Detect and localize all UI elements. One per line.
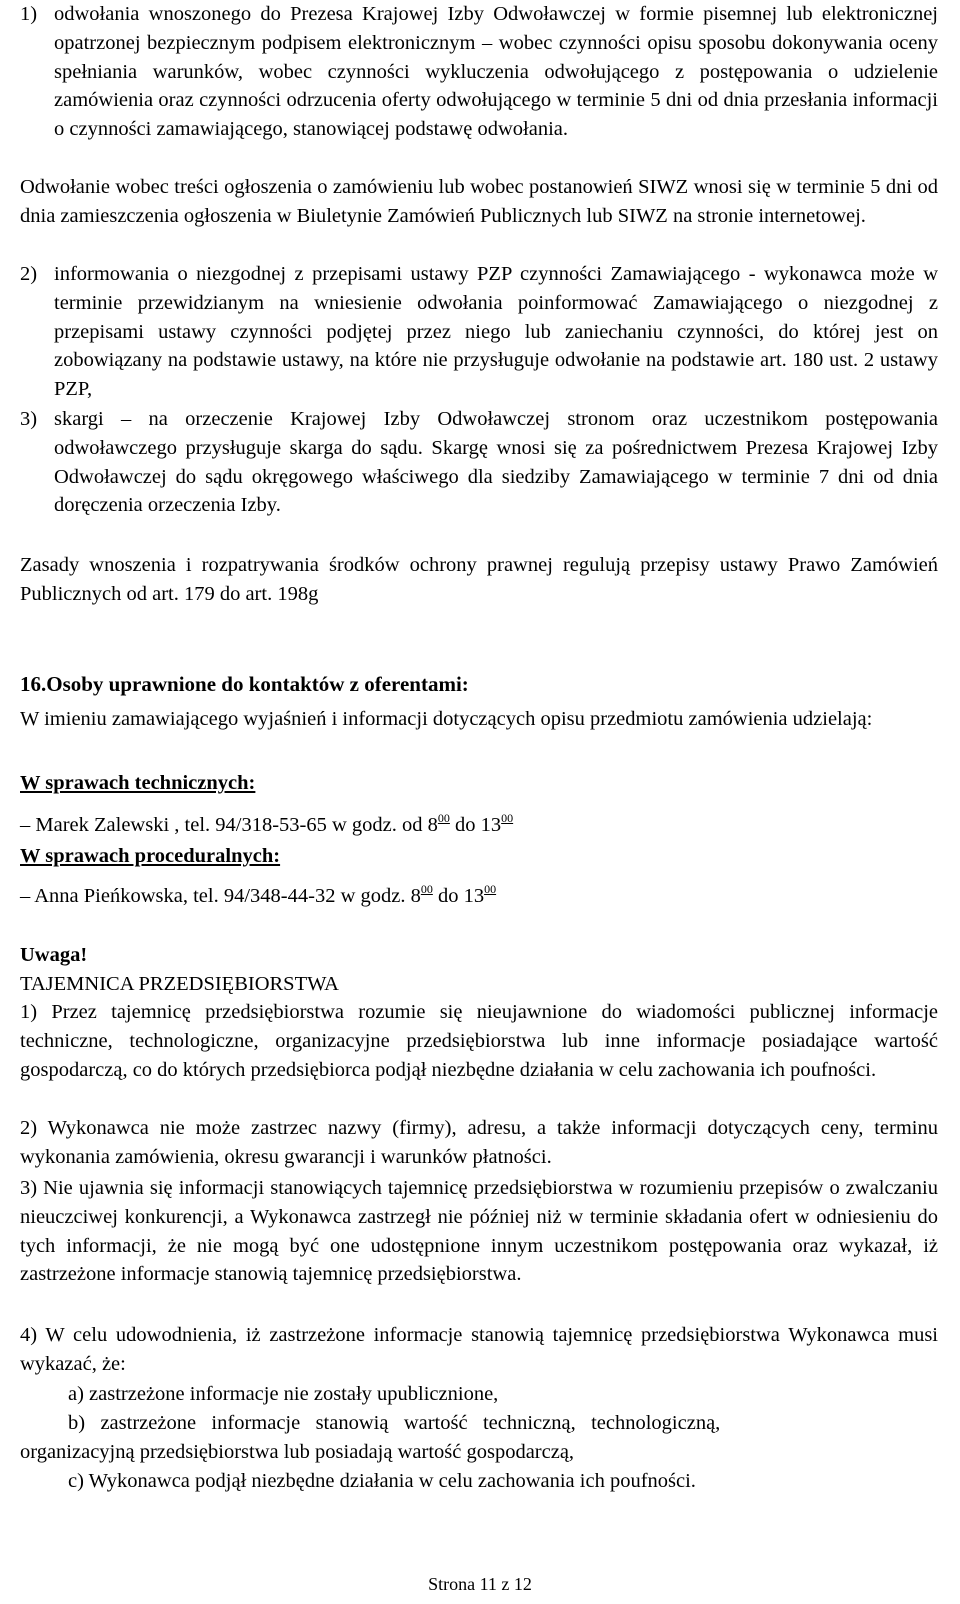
procedural-contact-text: – Anna Pieńkowska, tel. 94/348-44-32 w godz. 8 (20, 885, 421, 907)
section-16-intro: W imieniu zamawiającego wyjaśnień i informacji dotyczących opisu przedmiotu zamówienia udzielają: (20, 708, 873, 730)
section-16-title: Osoby uprawnione do kontaktów z oferentami: (46, 672, 469, 696)
condition-b-line2: organizacyjną przedsiębiorstwa lub posiadają wartość gospodarczą, (20, 1441, 575, 1463)
rules-paragraph: Zasady wnoszenia i rozpatrywania środków ochrony prawnej regulują przepisy ustawy Prawo Zamówień Publicznych od art. 179 do art. 198g (20, 554, 938, 605)
trade-secret-p2: 2) Wykonawca nie może zastrzec nazwy (firmy), adresu, a także informacji dotyczących ceny, terminu wykonania zamówienia, okresu gwarancji i warunków płatności. (20, 1117, 938, 1168)
technical-to-text: do 13 (449, 814, 502, 836)
technical-contact (20, 804, 513, 839)
section-16-number: 16. (20, 672, 47, 696)
technical-from-minutes: 00 (437, 811, 450, 825)
item-2-number: 2) (20, 263, 38, 285)
trade-secret-p1: 1) Przez tajemnicę przedsiębiorstwa rozumie się nieujawnione do wiadomości publicznej informacje techniczne, technologiczne, organizacyjne przedsiębiorstwa lub inne informacje posiadające wartość gospodarczą, co do których przedsiębiorca podjął niezbędne działania w celu zachowania ich poufności. (20, 1001, 938, 1081)
procedural-from-minutes: 00 (420, 882, 433, 896)
item-1-text: odwołania wnoszonego do Prezesa Krajowej Izby Odwoławczej w formie pisemnej lub elektronicznej opatrzonej bezpiecznym podpisem elektronicznym – wobec czynności opisu sposobu dokonywania oceny spełniania warunków, wobec czynności wykluczenia odwołującego z postępowania o udzielenie zamówienia oraz czynności odrzucenia oferty odwołującego w terminie 5 dni od dnia przesłania informacji o czynności zamawiającego, stanowiącej podstawę odwołania. (54, 3, 938, 141)
technical-to-minutes: 00 (501, 811, 514, 825)
technical-heading: W sprawach technicznych: (20, 772, 256, 794)
page-footer: Strona 11 z 12 (428, 1574, 532, 1594)
item-3-text: skargi – na orzeczenie Krajowej Izby Odwoławczej stronom oraz uczestnikom postępowania odwoławczego przysługuje skarga do sądu. Skargę wnosi się za pośrednictwem Prezesa Krajowej Izby Odwoławczej do sądu okręgowego właściwego dla siedziby Zamawiającego w terminie 7 dni od dnia doręczenia orzeczenia Izby. (54, 408, 938, 517)
uwaga-heading: Uwaga! (20, 944, 88, 966)
procedural-heading: W sprawach proceduralnych: (20, 845, 281, 867)
appeal-note: Odwołanie wobec treści ogłoszenia o zamówieniu lub wobec postanowień SIWZ wnosi się w terminie 5 dni od dnia zamieszczenia ogłoszenia w Biuletynie Zamówień Publicznych lub SIWZ na stronie internetowej. (20, 176, 938, 227)
procedural-contact (20, 875, 496, 910)
item-3-number: 3) (20, 408, 38, 430)
procedural-to-minutes: 00 (484, 882, 497, 896)
trade-secret-p4: 4) W celu udowodnienia, iż zastrzeżone informacje stanowią tajemnicę przedsiębiorstwa Wykonawca musi wykazać, że: (20, 1324, 938, 1375)
condition-b-line1: b) zastrzeżone informacje stanowią wartość techniczną, technologiczną, (68, 1412, 721, 1434)
condition-c: c) Wykonawca podjął niezbędne działania w celu zachowania ich poufności. (68, 1470, 696, 1492)
item-1-number: 1) (20, 3, 38, 25)
procedural-to-text: do 13 (432, 885, 485, 907)
section-16-heading (20, 670, 469, 698)
technical-contact-text: – Marek Zalewski , tel. 94/318-53-65 w godz. od 8 (20, 814, 438, 836)
trade-secret-title: TAJEMNICA PRZEDSIĘBIORSTWA (20, 973, 339, 995)
item-2-text: informowania o niezgodnej z przepisami ustawy PZP czynności Zamawiającego - wykonawca może w terminie przewidzianym na wniesienie odwołania poinformować Zamawiającego o niezgodnej z przepisami ustawy czynności podjętej przez niego lub zaniechaniu czynności, do której jest on zobowiązany na podstawie ustawy, na które nie przysługuje odwołanie na podstawie art. 180 ust. 2 ustawy PZP, (54, 263, 938, 401)
condition-a: a) zastrzeżone informacje nie zostały upublicznione, (68, 1383, 499, 1405)
trade-secret-p3: 3) Nie ujawnia się informacji stanowiących tajemnicę przedsiębiorstwa w rozumieniu przepisów o zwalczaniu nieuczciwej konkurencji, a Wykonawca zastrzegł nie później niż w terminie składania ofert w odniesieniu do tych informacji, że nie mogą być one udostępnione innym uczestnikom postępowania oraz wykazał, iż zastrzeżone informacje stanowią tajemnicę przedsiębiorstwa. (20, 1177, 938, 1286)
